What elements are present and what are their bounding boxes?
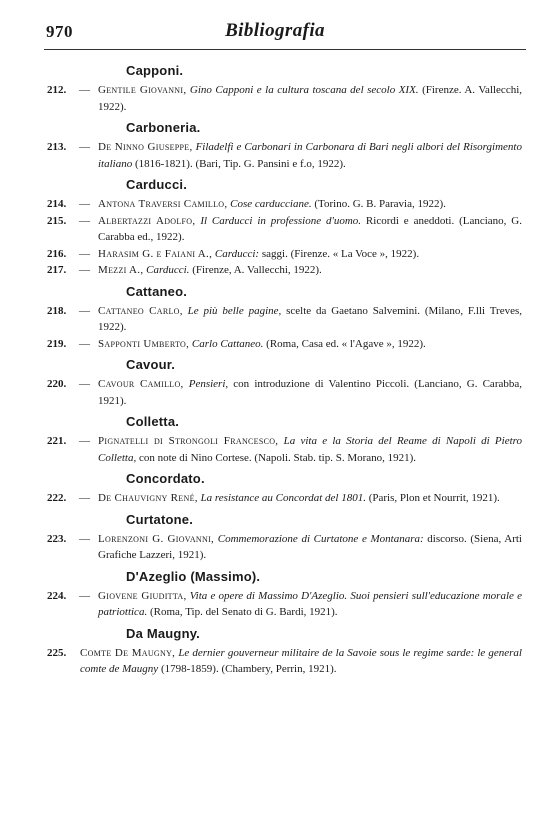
entry-dash: —: [79, 435, 90, 447]
entry-number: 217.: [47, 264, 67, 276]
page-number: 970: [46, 22, 73, 41]
entry-publication: (Roma, Tip. del Senato di G. Bardi, 1921).: [149, 606, 338, 618]
entry-author: Sapponti Umberto,: [98, 337, 190, 350]
section-heading: Concordato.: [126, 471, 205, 486]
entry-number: 216.: [47, 247, 67, 260]
entry-dash: —: [79, 214, 90, 227]
section-heading: Curtatone.: [126, 511, 193, 527]
entry-author: Giovene Giuditta,: [98, 589, 187, 602]
bibliography-entry: [0, 196, 522, 213]
entry-publication: (1798-1859). (Chambery, Perrin, 1921).: [160, 663, 337, 675]
bibliography-body: [0, 63, 550, 683]
entry-number: 212.: [47, 84, 67, 96]
entry-author: Albertazzi Adolfo,: [98, 214, 196, 227]
bibliography-section: [0, 177, 550, 279]
entry-number: 222.: [47, 492, 67, 504]
entry-dash: —: [79, 247, 90, 260]
section-heading: Capponi.: [126, 63, 184, 78]
bibliography-section: [0, 512, 550, 564]
entry-author: Antona Traversi Camillo,: [98, 198, 228, 210]
entry-number: 218.: [47, 304, 67, 317]
bibliography-entry: [0, 82, 522, 115]
bibliography-entry: [0, 531, 522, 564]
entry-publication: saggi. (Firenze. « La Voce », 1922).: [261, 247, 420, 260]
entry-dash: —: [79, 492, 90, 504]
entry-publication: (Roma, Casa ed. « l'Agave », 1922).: [266, 337, 426, 350]
page-header: [0, 18, 550, 48]
entry-title: Commemorazione di Curtatone e Montanara:: [217, 532, 424, 545]
entry-number: 223.: [47, 532, 67, 545]
entry-title: Cose carducciane.: [230, 198, 312, 210]
bibliography-section: [0, 63, 550, 115]
section-heading: Colletta.: [126, 414, 180, 429]
bibliography-entry: [0, 303, 522, 336]
entry-author: Mezzi A.,: [98, 264, 144, 276]
running-title: Bibliografia: [225, 20, 325, 41]
entry-title: Filadelfi e Carbonari in Carbonara di Bari negli albori del Risorgimento italiano: [98, 141, 522, 170]
entry-author: Lorenzoni G. Giovanni,: [98, 532, 215, 545]
bibliography-section: [0, 626, 550, 678]
entry-number: 225.: [47, 646, 67, 659]
bibliography-entry: [0, 645, 522, 678]
entry-author: Gentile Giovanni,: [98, 84, 187, 96]
entry-author: Pignatelli di Strongoli Francesco,: [98, 435, 279, 447]
bibliography-section: [0, 471, 550, 507]
entry-title: Gino Capponi e la cultura toscana del secolo XIX.: [189, 84, 419, 96]
bibliography-section: [0, 357, 550, 409]
bibliography-entry: [0, 490, 522, 507]
entry-dash: —: [79, 198, 90, 210]
entry-author: Cavour Camillo,: [98, 378, 184, 390]
entry-dash: —: [79, 337, 90, 350]
entry-number: 220.: [47, 378, 67, 390]
section-heading: Carboneria.: [126, 120, 201, 135]
entry-number: 221.: [47, 435, 67, 447]
entry-publication: (Firenze. A. Vallecchi, 1922).: [98, 84, 523, 113]
entry-title: Carducci:: [214, 247, 260, 260]
entry-dash: —: [79, 589, 90, 602]
entry-number: 224.: [47, 589, 67, 602]
header-rule: [44, 49, 526, 50]
bibliography-entry: [0, 246, 522, 263]
bibliography-entry: [0, 262, 522, 279]
entry-number: 214.: [47, 198, 67, 210]
section-heading: Carducci.: [126, 177, 188, 192]
bibliography-section: [0, 120, 550, 172]
entry-dash: —: [79, 84, 90, 96]
entry-publication: Ricordi e aneddoti. (Lanciano, G. Carabba ed., 1922).: [98, 214, 523, 243]
entry-title: La vita e la Storia del Reame di Napoli di Pietro Colletta,: [98, 435, 523, 464]
entry-dash: —: [79, 378, 90, 390]
entry-dash: —: [79, 532, 90, 545]
entry-title: Le più belle pagine,: [187, 304, 282, 317]
entry-dash: —: [79, 304, 90, 317]
entry-title: Carlo Cattaneo.: [191, 337, 264, 350]
bibliography-entry: [0, 213, 522, 246]
entry-author: Comte De Maugny,: [80, 646, 176, 659]
entry-title: Vita e opere di Massimo D'Azeglio. Suoi pensieri sull'educazione morale e patriottica.: [98, 589, 522, 618]
entry-publication: (Torino. G. B. Paravia, 1922).: [314, 198, 446, 210]
entry-publication: scelte da Gaetano Salvemini. (Milano, F.lli Treves, 1922).: [98, 304, 522, 333]
entry-number: 215.: [47, 214, 67, 227]
bibliography-section: [0, 284, 550, 353]
entry-publication: con note di Nino Cortese. (Napoli. Stab. tip. S. Morano, 1921).: [138, 451, 417, 464]
bibliography-entry: [0, 139, 522, 172]
entry-dash: —: [79, 141, 90, 153]
section-heading: D'Azeglio (Massimo).: [126, 568, 261, 584]
entry-publication: con introduzione di Valentino Piccoli. (Lanciano, G. Carabba, 1921).: [98, 378, 522, 407]
section-heading: Cattaneo.: [126, 283, 188, 299]
entry-title: Le dernier gouverneur militaire de la Savoie sous le regime sarde: le general comte de Maugny: [80, 646, 522, 675]
entry-author: De Ninno Giuseppe,: [98, 141, 193, 153]
entry-title: Il Carducci in professione d'uomo.: [200, 214, 362, 227]
section-heading: Da Maugny.: [126, 625, 200, 641]
entry-number: 219.: [47, 337, 67, 350]
entry-title: Carducci.: [146, 264, 190, 276]
entry-publication: (Firenze, A. Vallecchi, 1922).: [192, 264, 322, 276]
entry-author: Cattaneo Carlo,: [98, 304, 183, 317]
entry-number: 213.: [47, 141, 67, 153]
bibliography-entry: [0, 433, 522, 466]
bibliography-section: [0, 569, 550, 621]
bibliography-entry: [0, 376, 522, 409]
entry-publication: (1816-1821). (Bari, Tip. G. Pansini e f.o, 1922).: [134, 157, 346, 170]
entry-author: De Chauvigny René,: [98, 492, 198, 504]
entry-dash: —: [79, 264, 90, 276]
entry-publication: discorso. (Siena, Arti Grafiche Lazzeri, 1921).: [98, 532, 522, 561]
entry-publication: (Paris, Plon et Nourrit, 1921).: [368, 492, 500, 504]
bibliography-section: [0, 414, 550, 466]
bibliography-entry: [0, 588, 522, 621]
bibliography-entry: [0, 336, 522, 353]
entry-title: La resistance au Concordat del 1801.: [200, 492, 366, 504]
section-heading: Cavour.: [126, 357, 176, 372]
entry-author: Harasim G. e Faiani A.,: [98, 247, 213, 260]
entry-title: Pensieri,: [188, 378, 229, 390]
